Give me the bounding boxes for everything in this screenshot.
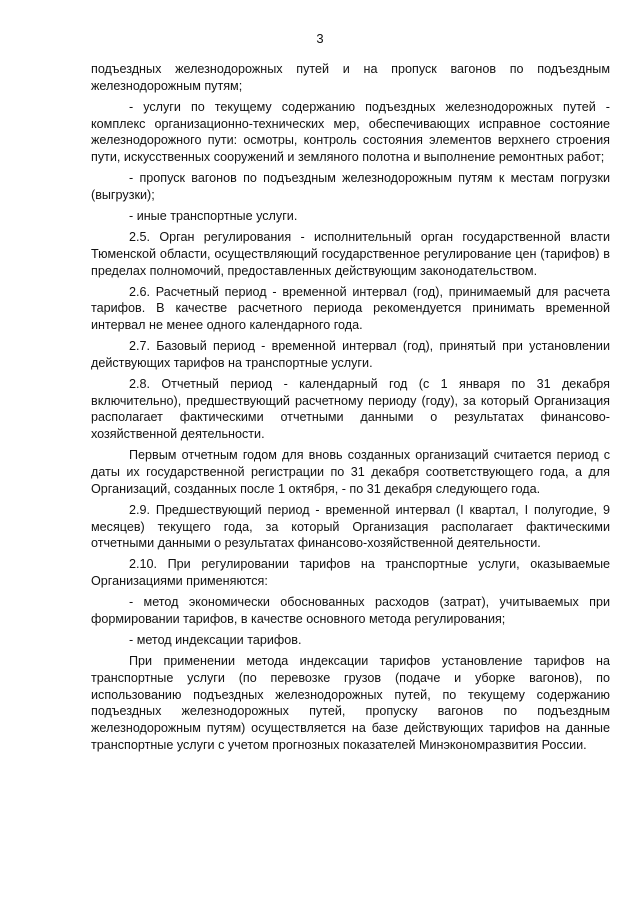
clause-2-10: 2.10. При регулировании тарифов на транспортные услуги, оказываемые Организациями применяются: — [91, 557, 610, 589]
document-body — [91, 61, 610, 758]
list-item-cost-method: - метод экономически обоснованных расходов (затрат), учитываемых при формировании тарифов, в качестве основного метода регулирования; — [91, 595, 610, 626]
list-item-other-services: - иные транспортные услуги. — [129, 208, 298, 223]
page-number: 3 — [316, 31, 324, 46]
list-item-wagon-passage: - пропуск вагонов по подъездным железнодорожным путям к местам погрузки (выгрузки); — [91, 171, 610, 202]
clause-2-9: 2.9. Предшествующий период - временной интервал (I квартал, I полугодие, 9 месяцев) текущего года, за который Организация располагает фактическими отчетными данными о результатах финансово-хозяйственной деятельности. — [91, 502, 610, 551]
paragraph-continuation: подъездных железнодорожных путей и на пропуск вагонов по подъездным железнодорожным путям; — [91, 62, 610, 93]
list-item-maintenance-services: - услуги по текущему содержанию подъездных железнодорожных путей - комплекс организационно-технических мер, обеспечивающих исправное состояние железнодорожного пути: осмотры, контроль состояния элементов верхнего строения пути, искусственных сооружений и земляного полотна и выполнение ремонтных работ; — [91, 99, 610, 165]
list-item-indexation-method: - метод индексации тарифов. — [129, 632, 302, 647]
clause-2-5: 2.5. Орган регулирования - исполнительный орган государственной власти Тюменской области, осуществляющий государственное регулирование цен (тарифов) в пределах полномочий, предоставленных действующим законодательством. — [91, 229, 610, 278]
clause-2-6: 2.6. Расчетный период - временной интервал (год), принимаемый для расчета тарифов. В качестве расчетного периода рекомендуется принимать временной интервал не менее одного календарного года. — [91, 284, 610, 333]
clause-2-8-first-reporting-year: Первым отчетным годом для вновь созданных организаций считается период с даты их государственной регистрации по 31 декабря соответствующего года, а для Организаций, созданных после 1 октября, - по 31 декабря следующего года. — [91, 448, 610, 496]
indexation-method-paragraph: При применении метода индексации тарифов установление тарифов на транспортные услуги (по перевозке грузов (подаче и уборке вагонов), по использованию подъездных железнодорожных путей, по текущему содержанию подъездных железнодорожных путей, пропуску вагонов по подъездным железнодорожным путям) осуществляется на базе действующих тарифов на данные транспортные услуги с учетом прогнозных показателей Минэкономразвития России. — [91, 653, 610, 752]
clause-2-8: 2.8. Отчетный период - календарный год (с 1 января по 31 декабря включительно), предшествующий расчетному периоду (году), за который Организация располагает фактическими отчетными данными о результатах финансово-хозяйственной деятельности. — [91, 376, 610, 442]
clause-2-7: 2.7. Базовый период - временной интервал (год), принятый при установлении действующих тарифов на транспортные услуги. — [91, 339, 610, 370]
